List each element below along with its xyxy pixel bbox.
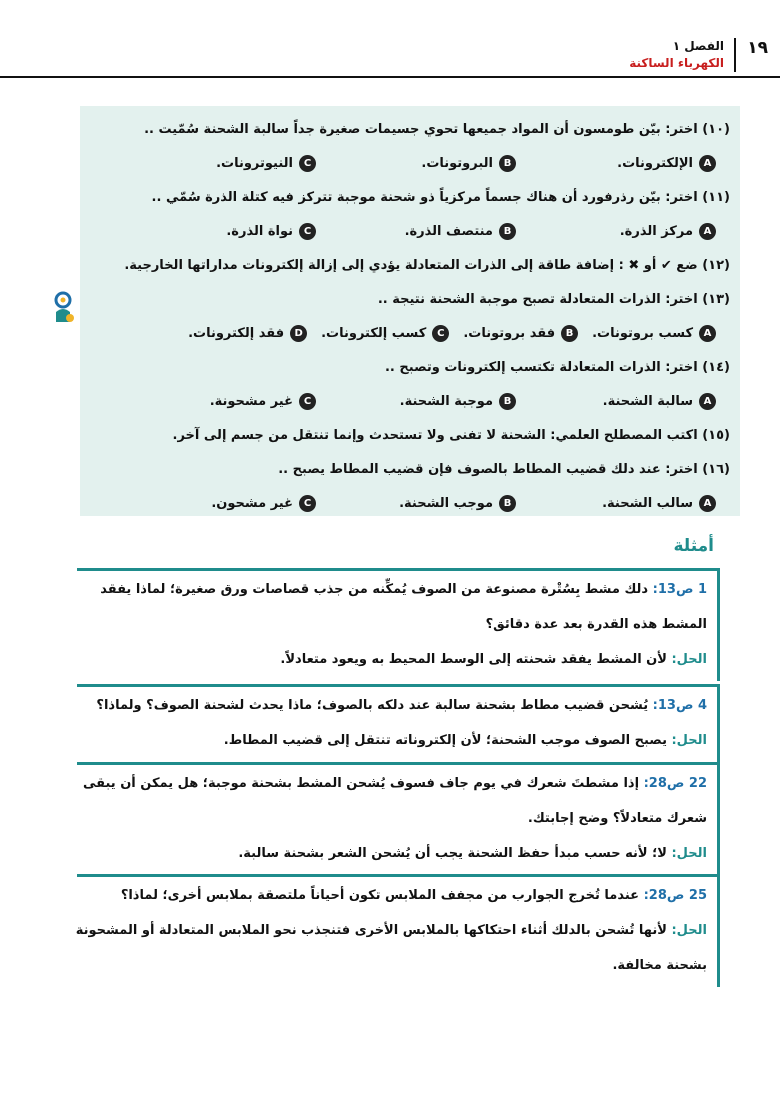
question-number: (١٢) — [702, 257, 730, 273]
options-16 — [92, 486, 730, 520]
example-question-line — [80, 688, 707, 723]
options-10 — [92, 146, 730, 180]
question-10 — [92, 112, 730, 146]
option-badge: A — [699, 155, 716, 172]
question-number: (١١) — [702, 189, 730, 205]
options-14 — [92, 384, 730, 418]
answer-label: الحل: — [671, 733, 707, 748]
option-text: غير مشحون. — [211, 495, 293, 511]
question-text: اختر: عند دلك قضيب المطاط بالصوف فإن قضيب المطاط يصبح .. — [278, 461, 698, 477]
options-11 — [92, 214, 730, 248]
option-d[interactable] — [188, 325, 307, 342]
question-14 — [92, 350, 730, 384]
example-ref: 25 ص28: — [643, 888, 707, 903]
option-c[interactable] — [116, 393, 316, 410]
question-text: اكتب المصطلح العلمي: الشحنة لا تفنى ولا تستحدث وإنما تنتقل من جسم إلى آخر. — [172, 427, 698, 443]
option-text: النيوترونات. — [216, 155, 293, 171]
option-b[interactable] — [316, 223, 516, 240]
example-question-line: المشط هذه القدرة بعد عدة دقائق؟ — [485, 617, 707, 632]
answer-text: لأن المشط يفقد شحنته إلى الوسط المحيط به ويعود متعادلاً. — [280, 652, 667, 667]
example-question-text: يُشحن قضيب مطاط بشحنة سالبة عند دلكه بالصوف؛ ماذا يحدث لشحنة الصوف؟ ولماذا؟ — [96, 698, 649, 713]
chapter-label: الفصل ١ — [672, 39, 724, 53]
option-text: منتصف الذرة. — [404, 223, 493, 239]
example-ref: 1 ص13: — [652, 582, 707, 597]
option-c[interactable] — [116, 495, 316, 512]
option-badge: B — [561, 325, 578, 342]
example-question-line — [80, 766, 707, 801]
option-badge: A — [699, 393, 716, 410]
example-answer-line — [80, 723, 707, 758]
example-answer-line — [80, 642, 707, 677]
question-number: (١٠) — [702, 121, 730, 137]
option-text: موجبة الشحنة. — [399, 393, 493, 409]
option-badge: C — [432, 325, 449, 342]
option-text: الإلكترونات. — [617, 155, 693, 171]
option-badge: C — [299, 223, 316, 240]
exercises-box — [80, 106, 740, 516]
option-a[interactable] — [516, 393, 716, 410]
question-12 — [92, 248, 730, 282]
option-badge: C — [299, 155, 316, 172]
option-a[interactable] — [516, 223, 716, 240]
example-question-text: إذا مشطتَ شعرك في يوم جاف فسوف يُشحن المشط بشحنة موجبة؛ هل يمكن أن يبقى — [82, 776, 640, 791]
question-11 — [92, 180, 730, 214]
gear-person-icon — [50, 290, 76, 326]
question-text: ضع ✔ أو ✖ : إضافة طاقة إلى الذرات المتعادلة يؤدي إلى إزالة إلكترونات مداراتها الخارجية. — [124, 257, 698, 273]
option-text: فقد إلكترونات. — [188, 325, 285, 341]
question-text: اختر: بيّن طومسون أن المواد جميعها تحوي جسيمات صغيرة جداً سالبة الشحنة سُمّيت .. — [144, 121, 698, 137]
page-header — [0, 36, 780, 84]
option-badge: B — [499, 155, 516, 172]
topic-label: الكهرباء الساكنة — [629, 56, 724, 70]
question-16 — [92, 452, 730, 486]
answer-label: الحل: — [671, 923, 707, 938]
option-text: البروتونات. — [421, 155, 493, 171]
example-ref: 22 ص28: — [643, 776, 707, 791]
option-text: نواة الذرة. — [226, 223, 293, 239]
question-15 — [92, 418, 730, 452]
option-badge: C — [299, 495, 316, 512]
option-b[interactable] — [316, 155, 516, 172]
card-top-rule — [77, 684, 720, 687]
example-card — [80, 762, 720, 875]
card-top-rule — [77, 762, 720, 765]
options-13 — [92, 316, 730, 350]
option-c[interactable] — [321, 325, 449, 342]
option-badge: C — [299, 393, 316, 410]
option-c[interactable] — [116, 223, 316, 240]
question-number: (١٥) — [702, 427, 730, 443]
example-question-text: عندما تُخرج الجوارب من مجفف الملابس تكون أحياناً ملتصقة بملابس أخرى؛ لماذا؟ — [120, 888, 640, 903]
option-text: غير مشحونة. — [209, 393, 293, 409]
example-card — [75, 874, 720, 987]
option-badge: B — [499, 495, 516, 512]
option-b[interactable] — [463, 325, 578, 342]
answer-label: الحل: — [671, 846, 707, 861]
header-rule — [0, 76, 780, 78]
example-question-line — [80, 878, 707, 913]
option-text: سالبة الشحنة. — [602, 393, 693, 409]
question-text: اختر: بيّن رذرفورد أن هناك جسماً مركزياً ذو شحنة موجبة تتركز فيه كتلة الذرة سُمّي .. — [151, 189, 698, 205]
option-a[interactable] — [516, 155, 716, 172]
option-badge: A — [699, 325, 716, 342]
answer-text: يصبح الصوف موجب الشحنة؛ لأن إلكتروناته تنتقل إلى قضيب المطاط. — [223, 733, 667, 748]
question-number: (١٣) — [702, 291, 730, 307]
example-question-line — [80, 572, 707, 607]
example-card — [80, 568, 720, 681]
question-number: (١٦) — [702, 461, 730, 477]
option-text: موجب الشحنة. — [399, 495, 493, 511]
option-text: كسب إلكترونات. — [321, 325, 427, 341]
header-divider — [734, 38, 736, 72]
card-top-rule — [77, 568, 720, 571]
page-number: ١٩ — [747, 38, 768, 58]
option-text: مركز الذرة. — [619, 223, 693, 239]
card-top-rule — [77, 874, 720, 877]
question-number: (١٤) — [702, 359, 730, 375]
question-text: اختر: الذرات المتعادلة تكتسب إلكترونات وتصبح .. — [384, 359, 698, 375]
option-a[interactable] — [592, 325, 716, 342]
option-badge: B — [499, 393, 516, 410]
option-text: فقد بروتونات. — [463, 325, 556, 341]
option-badge: A — [699, 223, 716, 240]
examples-title: أمثلة — [673, 536, 714, 556]
option-c[interactable] — [116, 155, 316, 172]
option-a[interactable] — [516, 495, 716, 512]
example-ref: 4 ص13: — [652, 698, 707, 713]
option-badge: A — [699, 495, 716, 512]
option-badge: B — [499, 223, 516, 240]
option-text: كسب بروتونات. — [592, 325, 693, 341]
answer-label: الحل: — [671, 652, 707, 667]
option-b[interactable] — [316, 393, 516, 410]
example-answer-line — [80, 836, 707, 871]
option-badge: D — [290, 325, 307, 342]
option-text: سالب الشحنة. — [602, 495, 693, 511]
answer-text: لأنها تُشحن بالدلك أثناء احتكاكها بالملابس الأخرى فتنجذب نحو الملابس المتعادلة أو المشحونة — [75, 923, 667, 938]
example-answer-line — [75, 913, 707, 948]
example-answer-line: بشحنة مخالفة. — [612, 958, 707, 973]
example-question-line: شعرك متعادلاً؟ وضح إجابتك. — [527, 811, 707, 826]
example-question-text: دلك مشط بِسُتْرة مصنوعة من الصوف يُمكِّنه من جذب قصاصات ورق صغيرة؛ لماذا يفقد — [100, 582, 649, 597]
option-b[interactable] — [316, 495, 516, 512]
question-13 — [92, 282, 730, 316]
answer-text: لا؛ لأنه حسب مبدأ حفظ الشحنة يجب أن يُشحن الشعر بشحنة سالبة. — [238, 846, 667, 861]
example-card — [80, 684, 720, 762]
question-text: اختر: الذرات المتعادلة تصبح موجبة الشحنة نتيجة .. — [377, 291, 698, 307]
